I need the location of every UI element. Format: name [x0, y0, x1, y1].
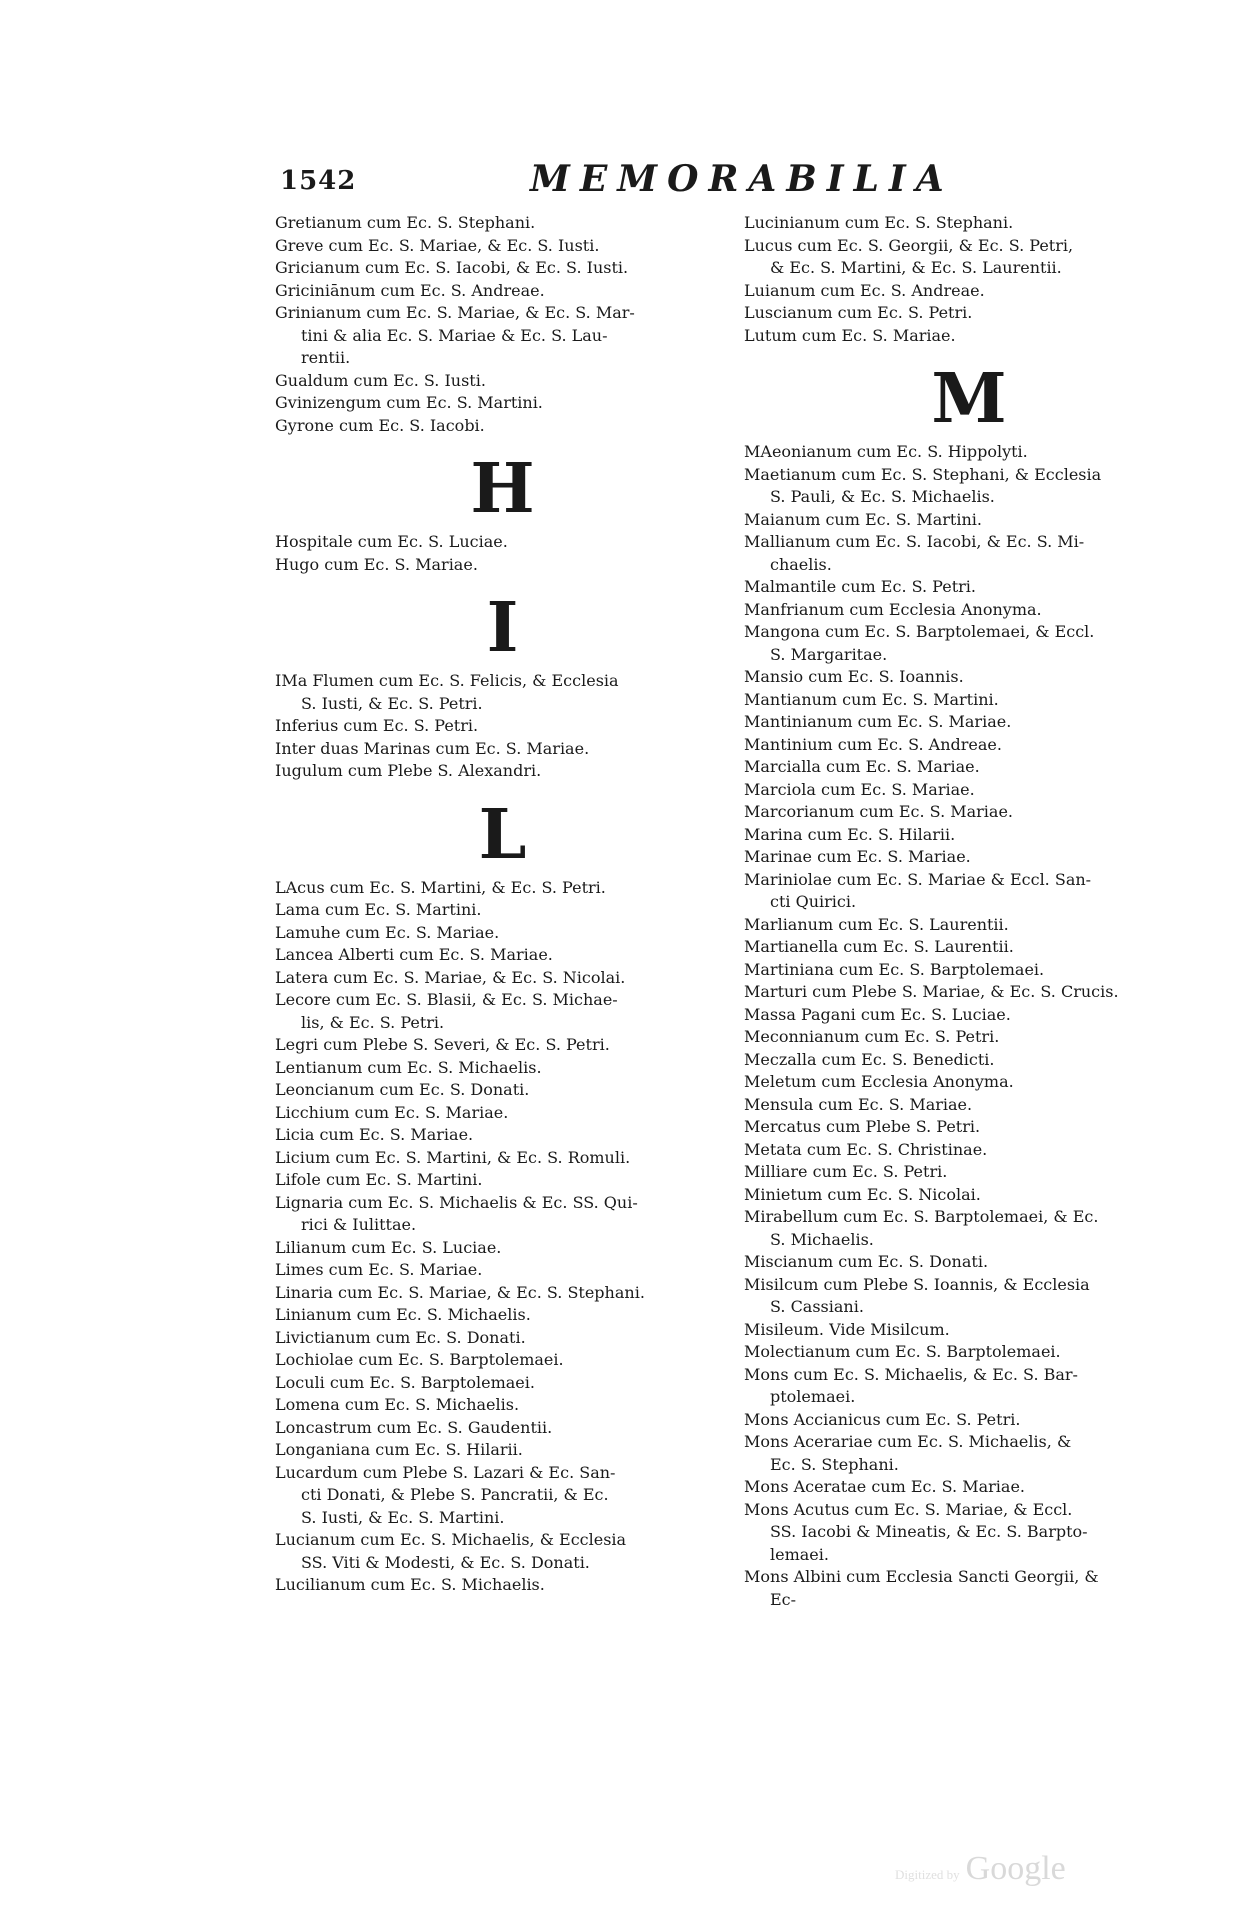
- entry-continuation: SS. Viti & Modesti, & Ec. S. Donati.: [301, 1552, 590, 1572]
- entry-line: Mansio cum Ec. S. Ioannis.: [744, 667, 964, 686]
- entry-line: Mantinium cum Ec. S. Andreae.: [744, 734, 1002, 754]
- entry-line: MAeonianum cum Ec. S. Hippolyti.: [744, 442, 1028, 461]
- entry-line: Lucus cum Ec. S. Georgii, & Ec. S. Petri,: [744, 235, 1074, 255]
- entry-line: Meletum cum Ecclesia Anonyma.: [744, 1072, 1014, 1091]
- index-entry: [744, 1071, 1194, 1094]
- index-entry: [275, 302, 730, 370]
- entry-line: Gualdum cum Ec. S. Iusti.: [275, 370, 486, 390]
- entry-continuation: S. Margaritae.: [770, 644, 888, 664]
- entry-line: Gricianum cum Ec. S. Iacobi, & Ec. S. Iusti.: [275, 258, 629, 277]
- entry-line: Meczalla cum Ec. S. Benedicti.: [744, 1049, 995, 1069]
- index-entry: [275, 415, 730, 438]
- entry-continuation: chaelis.: [770, 554, 832, 574]
- index-entry: [744, 576, 1194, 599]
- entry-line: Lancea Alberti cum Ec. S. Mariae.: [275, 945, 553, 964]
- entry-line: Latera cum Ec. S. Mariae, & Ec. S. Nicolai.: [275, 967, 626, 987]
- index-entry: [275, 1192, 730, 1237]
- entry-line: Lamuhe cum Ec. S. Mariae.: [275, 922, 500, 942]
- entry-continuation: Ec-: [770, 1589, 797, 1609]
- index-entry: [744, 981, 1194, 1004]
- section-letter-i: I: [486, 588, 519, 668]
- entry-line: Iugulum cum Plebe S. Alexandri.: [275, 761, 542, 780]
- entry-line: Mons Aceratae cum Ec. S. Mariae.: [744, 1477, 1025, 1496]
- entry-line: Mensula cum Ec. S. Mariae.: [744, 1094, 973, 1114]
- entry-continuation: cti Quirici.: [770, 892, 857, 911]
- entry-line: Lucardum cum Plebe S. Lazari & Ec. San-: [275, 1462, 616, 1482]
- entry-line: Lucilianum cum Ec. S. Michaelis.: [275, 1575, 545, 1594]
- entry-continuation: tini & alia Ec. S. Mariae & Ec. S. Lau-: [301, 325, 608, 345]
- index-entry: [744, 1251, 1194, 1274]
- index-entry: [744, 1319, 1194, 1342]
- entry-line: Martiniana cum Ec. S. Barptolemaei.: [744, 959, 1045, 979]
- index-entry: [275, 1394, 730, 1417]
- index-entry: [744, 621, 1194, 666]
- entry-line: Marina cum Ec. S. Hilarii.: [744, 824, 956, 844]
- index-entry: [275, 1327, 730, 1350]
- index-entry: [744, 801, 1194, 824]
- left-column: [275, 212, 730, 1597]
- index-entry: [744, 441, 1194, 464]
- entry-line: Metata cum Ec. S. Christinae.: [744, 1139, 988, 1159]
- index-entry: [275, 1417, 730, 1440]
- index-entry: [744, 689, 1194, 712]
- index-entry: [275, 1462, 730, 1530]
- entry-line: Mons Albini cum Ecclesia Sancti Georgii, &: [744, 1567, 1099, 1586]
- entry-continuation: S. Pauli, & Ec. S. Michaelis.: [770, 487, 995, 506]
- entry-continuation: SS. Iacobi & Mineatis, & Ec. S. Barpto-: [770, 1522, 1088, 1541]
- entry-line: Licchium cum Ec. S. Mariae.: [275, 1102, 509, 1122]
- entry-line: Lochiolae cum Ec. S. Barptolemaei.: [275, 1350, 564, 1369]
- entry-line: Lama cum Ec. S. Martini.: [275, 900, 482, 919]
- index-entry: [744, 779, 1194, 802]
- entry-continuation: S. Iusti, & Ec. S. Petri.: [301, 693, 483, 713]
- page-number: 1542: [280, 166, 357, 196]
- index-entry: [744, 914, 1194, 937]
- entry-line: Mons Acerariae cum Ec. S. Michaelis, &: [744, 1432, 1072, 1451]
- index-entry: [744, 1094, 1194, 1117]
- entry-continuation: cti Donati, & Plebe S. Pancratii, & Ec.: [301, 1485, 609, 1504]
- index-entry: [744, 531, 1194, 576]
- entry-line: Luianum cum Ec. S. Andreae.: [744, 280, 985, 300]
- index-entry: [275, 989, 730, 1034]
- index-entry: [275, 1439, 730, 1462]
- index-entry: [744, 1004, 1194, 1027]
- index-entry: [744, 1499, 1194, 1567]
- entry-line: Minietum cum Ec. S. Nicolai.: [744, 1184, 981, 1204]
- entry-continuation: S. Iusti, & Ec. S. Martini.: [301, 1507, 505, 1527]
- page-header: [280, 158, 954, 200]
- entry-line: IMa Flumen cum Ec. S. Felicis, & Ecclesia: [275, 671, 619, 690]
- h-entries: [275, 531, 730, 576]
- index-entry: [275, 922, 730, 945]
- entry-line: Lomena cum Ec. S. Michaelis.: [275, 1395, 520, 1414]
- entry-line: Livictianum cum Ec. S. Donati.: [275, 1327, 526, 1347]
- index-entry: [744, 1274, 1194, 1319]
- entry-line: Marcorianum cum Ec. S. Mariae.: [744, 802, 1014, 821]
- entry-line: Linaria cum Ec. S. Mariae, & Ec. S. Stephani.: [275, 1282, 645, 1302]
- entry-line: Lucianum cum Ec. S. Michaelis, & Ecclesia: [275, 1530, 627, 1549]
- index-entry: [744, 325, 1194, 348]
- index-entry: [744, 824, 1194, 847]
- index-entry: [275, 967, 730, 990]
- index-entry: [275, 877, 730, 900]
- entry-line: Linianum cum Ec. S. Michaelis.: [275, 1305, 531, 1324]
- entry-line: Loncastrum cum Ec. S. Gaudentii.: [275, 1417, 553, 1437]
- entry-line: Massa Pagani cum Ec. S. Luciae.: [744, 1004, 1011, 1024]
- index-entry: [275, 257, 730, 280]
- entry-line: Maianum cum Ec. S. Martini.: [744, 509, 982, 529]
- entry-continuation: S. Michaelis.: [770, 1229, 874, 1249]
- g-entries: [275, 212, 730, 437]
- entry-continuation: ptolemaei.: [770, 1387, 856, 1406]
- index-entry: [744, 734, 1194, 757]
- entry-line: Mantinianum cum Ec. S. Mariae.: [744, 712, 1012, 731]
- index-entry: [275, 760, 730, 783]
- entry-continuation: lis, & Ec. S. Petri.: [301, 1012, 445, 1032]
- m-entries: [744, 441, 1194, 1611]
- entry-line: Marturi cum Plebe S. Mariae, & Ec. S. Crucis.: [744, 982, 1119, 1001]
- index-entry: [275, 1349, 730, 1372]
- right-column: [744, 212, 1194, 1611]
- entry-line: Gretianum cum Ec. S. Stephani.: [275, 213, 536, 232]
- index-entry: [744, 1184, 1194, 1207]
- entry-line: Hugo cum Ec. S. Mariae.: [275, 554, 478, 574]
- entry-line: LAcus cum Ec. S. Martini, & Ec. S. Petri.: [275, 877, 606, 897]
- entry-line: Loculi cum Ec. S. Barptolemaei.: [275, 1372, 535, 1392]
- index-entry: [744, 599, 1194, 622]
- entry-line: Legri cum Plebe S. Severi, & Ec. S. Petri.: [275, 1035, 610, 1054]
- index-entry: [275, 1282, 730, 1305]
- entry-line: Gvinizengum cum Ec. S. Martini.: [275, 393, 543, 412]
- index-entry: [275, 1102, 730, 1125]
- entry-line: Luscianum cum Ec. S. Petri.: [744, 303, 973, 322]
- index-entry: [744, 1364, 1194, 1409]
- entry-continuation: rentii.: [301, 348, 351, 367]
- index-entry: [275, 738, 730, 761]
- index-entry: [744, 711, 1194, 734]
- entry-continuation: S. Cassiani.: [770, 1297, 864, 1316]
- entry-line: Marlianum cum Ec. S. Laurentii.: [744, 914, 1009, 934]
- entry-continuation: & Ec. S. Martini, & Ec. S. Laurentii.: [770, 258, 1062, 277]
- entry-line: Misileum. Vide Misilcum.: [744, 1319, 950, 1339]
- entry-line: Mariniolae cum Ec. S. Mariae & Eccl. San-: [744, 869, 1092, 889]
- entry-line: Lilianum cum Ec. S. Luciae.: [275, 1237, 502, 1257]
- watermark-brand: Google: [965, 1850, 1066, 1887]
- index-entry: [744, 846, 1194, 869]
- entry-line: Mallianum cum Ec. S. Iacobi, & Ec. S. Mi-: [744, 532, 1085, 551]
- running-title: MEMORABILIA: [530, 158, 954, 200]
- index-entry: [275, 1057, 730, 1080]
- l-entries: [275, 877, 730, 1597]
- entry-line: Mons cum Ec. S. Michaelis, & Ec. S. Bar-: [744, 1364, 1078, 1384]
- index-entry: [744, 936, 1194, 959]
- entry-line: Licium cum Ec. S. Martini, & Ec. S. Romuli.: [275, 1147, 631, 1167]
- index-entry: [744, 509, 1194, 532]
- entry-line: Misilcum cum Plebe S. Ioannis, & Ecclesia: [744, 1274, 1090, 1294]
- i-entries: [275, 670, 730, 783]
- index-entry: [275, 1304, 730, 1327]
- section-letter-l: L: [478, 794, 527, 875]
- entry-line: Maetianum cum Ec. S. Stephani, & Ecclesia: [744, 464, 1102, 484]
- entry-line: Manfrianum cum Ecclesia Anonyma.: [744, 599, 1042, 619]
- entry-line: Inferius cum Ec. S. Petri.: [275, 716, 479, 735]
- entry-line: Mangona cum Ec. S. Barptolemaei, & Eccl.: [744, 622, 1095, 641]
- index-entry: [275, 1124, 730, 1147]
- index-entry: [275, 1372, 730, 1395]
- index-entry: [744, 1206, 1194, 1251]
- index-entry: [744, 464, 1194, 509]
- index-entry: [275, 670, 730, 715]
- index-entry: [744, 959, 1194, 982]
- entry-line: Leoncianum cum Ec. S. Donati.: [275, 1080, 530, 1099]
- index-entry: [744, 235, 1194, 280]
- index-entry: [275, 1237, 730, 1260]
- index-entry: [744, 212, 1194, 235]
- entry-line: Marinae cum Ec. S. Mariae.: [744, 847, 971, 866]
- entry-line: Meconnianum cum Ec. S. Petri.: [744, 1027, 1000, 1046]
- entry-line: Mons Acutus cum Ec. S. Mariae, & Eccl.: [744, 1499, 1073, 1519]
- index-entry: [744, 1431, 1194, 1476]
- entry-line: Mirabellum cum Ec. S. Barptolemaei, & Ec.: [744, 1207, 1099, 1226]
- index-entry: [744, 1139, 1194, 1162]
- index-entry: [744, 1116, 1194, 1139]
- index-entry: [275, 1147, 730, 1170]
- entry-line: Lifole cum Ec. S. Martini.: [275, 1170, 483, 1189]
- entry-line: Molectianum cum Ec. S. Barptolemaei.: [744, 1342, 1061, 1361]
- index-entry: [744, 1566, 1194, 1611]
- index-entry: [744, 1049, 1194, 1072]
- entry-line: Greve cum Ec. S. Mariae, & Ec. S. Iusti.: [275, 235, 600, 255]
- index-entry: [275, 280, 730, 303]
- entry-continuation: Ec. S. Stephani.: [770, 1454, 899, 1474]
- entry-line: Mercatus cum Plebe S. Petri.: [744, 1117, 981, 1136]
- index-entry: [744, 756, 1194, 779]
- entry-continuation: rici & Iulittae.: [301, 1215, 417, 1234]
- index-entry: [275, 1259, 730, 1282]
- l-entries-continued: [744, 212, 1194, 347]
- index-entry: [275, 392, 730, 415]
- entry-line: Hospitale cum Ec. S. Luciae.: [275, 532, 508, 551]
- index-entry: [744, 1026, 1194, 1049]
- watermark-prefix: Digitized by: [895, 1867, 960, 1882]
- index-entry: [275, 235, 730, 258]
- index-entry: [744, 1409, 1194, 1432]
- index-entry: [744, 1161, 1194, 1184]
- entry-line: Lignaria cum Ec. S. Michaelis & Ec. SS. Qui-: [275, 1192, 638, 1212]
- index-entry: [275, 531, 730, 554]
- entry-line: Malmantile cum Ec. S. Petri.: [744, 577, 976, 596]
- digitized-watermark: [895, 1850, 1066, 1888]
- entry-line: Grinianum cum Ec. S. Mariae, & Ec. S. Mar-: [275, 303, 635, 322]
- entry-line: Lentianum cum Ec. S. Michaelis.: [275, 1057, 542, 1077]
- section-letter-h: H: [470, 449, 535, 529]
- section-letter-m: M: [931, 359, 1007, 439]
- entry-line: Miscianum cum Ec. S. Donati.: [744, 1252, 989, 1271]
- index-entry: [275, 1529, 730, 1574]
- index-entry: [744, 666, 1194, 689]
- entry-line: Lecore cum Ec. S. Blasii, & Ec. S. Michae-: [275, 990, 618, 1009]
- index-entry: [744, 280, 1194, 303]
- entry-continuation: lemaei.: [770, 1544, 829, 1564]
- entry-line: Lutum cum Ec. S. Mariae.: [744, 325, 956, 345]
- entry-line: Longaniana cum Ec. S. Hilarii.: [275, 1440, 523, 1459]
- entry-line: Marciola cum Ec. S. Mariae.: [744, 779, 975, 799]
- entry-line: Limes cum Ec. S. Mariae.: [275, 1260, 483, 1279]
- entry-line: Licia cum Ec. S. Mariae.: [275, 1125, 474, 1144]
- index-entry: [275, 370, 730, 393]
- index-entry: [275, 212, 730, 235]
- index-entry: [275, 944, 730, 967]
- index-entry: [744, 1476, 1194, 1499]
- entry-line: Lucinianum cum Ec. S. Stephani.: [744, 213, 1014, 232]
- entry-line: Gyrone cum Ec. S. Iacobi.: [275, 415, 485, 435]
- index-entry: [744, 302, 1194, 325]
- entry-line: Mons Accianicus cum Ec. S. Petri.: [744, 1409, 1021, 1429]
- index-entry: [744, 869, 1194, 914]
- index-entry: [275, 554, 730, 577]
- index-entry: [275, 1079, 730, 1102]
- index-entry: [275, 1034, 730, 1057]
- entry-line: Inter duas Marinas cum Ec. S. Mariae.: [275, 738, 590, 758]
- index-entry: [275, 1574, 730, 1597]
- entry-line: Martianella cum Ec. S. Laurentii.: [744, 937, 1014, 956]
- index-entry: [744, 1341, 1194, 1364]
- entry-line: Mantianum cum Ec. S. Martini.: [744, 689, 999, 709]
- index-entry: [275, 899, 730, 922]
- entry-line: Milliare cum Ec. S. Petri.: [744, 1162, 948, 1181]
- index-entry: [275, 1169, 730, 1192]
- entry-line: Griciniānum cum Ec. S. Andreae.: [275, 280, 545, 300]
- index-entry: [275, 715, 730, 738]
- entry-line: Marcialla cum Ec. S. Mariae.: [744, 757, 980, 776]
